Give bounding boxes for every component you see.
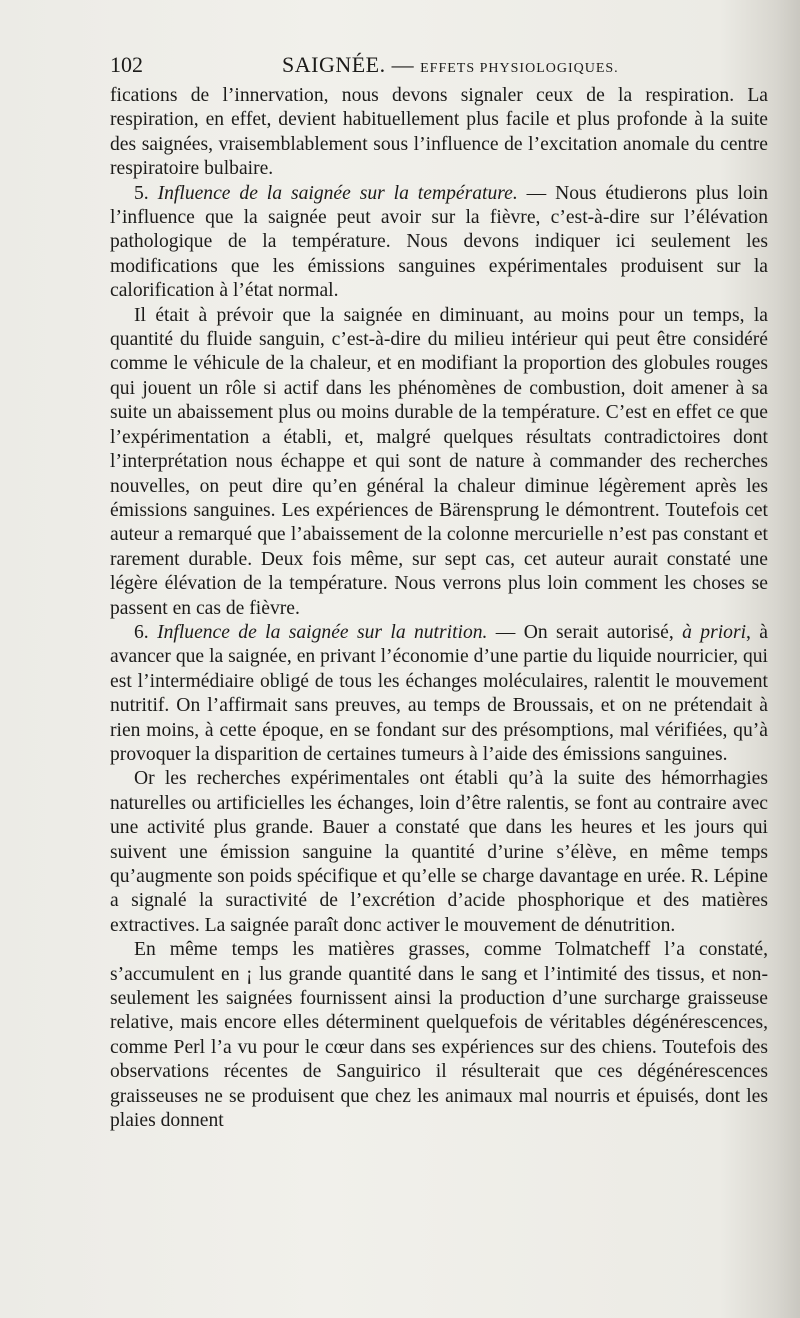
section-text-rest: , à avancer que la saignée, en privant l’économie d’une partie du liquide nourricier, qui est l’intermédiaire obligé de tous les échanges moléculaires, ralentit le mouvement nutritif. On l’affirmait sans preuves, au temps de Broussais, et on ne prétendait à rien moins, à cette époque, en se fondant sur des présomptions, mal vérifiées, qu’à provoquer la disparition de certaines tumeurs à l’aide des émissions sanguines. <box>110 621 768 765</box>
section-6-paragraph <box>110 621 768 767</box>
running-head-dash: — <box>385 52 421 77</box>
paragraph-continuation: fications de l’innervation, nous devons signaler ceux de la respiration. La respiration, en effet, devient habituellement plus facile et plus profonde à la suite des saignées, vraisemblablement sous l’influence de l’excitation anomale du centre respiratoire bulbaire. <box>110 85 768 180</box>
italic-phrase: à priori <box>682 621 747 643</box>
paragraph: Or les recherches expérimentales ont établi qu’à la suite des hémorrhagies naturelles ou artificielles les échanges, loin d’être ralentis, se font au contraire avec une activité plus grande. Bauer a constaté que dans les heures et les jours qui suivent une émission sanguine la quantité d’urine s’élève, en même temps qu’augmente son poids spécifique et qu’elle se charge davantage en urée. R. Lépine a signalé la suractivité de l’excrétion d’acide phosphorique et des matières extractives. La saignée paraît donc activer le mouvement de dénutrition. <box>110 768 768 936</box>
page-header <box>110 52 770 78</box>
section-5-paragraph <box>110 182 768 304</box>
section-number: 6. <box>134 621 149 643</box>
section-heading: Influence de la saignée sur la nutrition. <box>157 621 488 643</box>
section-number: 5. <box>134 182 149 204</box>
running-head <box>282 52 619 78</box>
paragraph: En même temps les matières grasses, comme Tolmatcheff l’a constaté, s’accumulent en ¡ lus grande quantité dans le sang et l’intimité des tissus, et non-seulement les saignées fournissent ainsi la production d’une surcharge graisseuse relative, mais encore elles déterminent quelquefois de véritables dégénérescences, comme Perl l’a vu pour le cœur dans ses expériences sur des chiens. Toutefois des observations récentes de Sanguirico il résulterait que ces dégénérescences graisseuses ne se produisent que chez les animaux mal nourris et épuisés, dont les plaies donnent <box>110 939 768 1132</box>
section-heading: Influence de la saignée sur la température. <box>157 182 518 204</box>
running-head-subtitle: EFFETS PHYSIOLOGIQUES. <box>420 61 619 76</box>
body-text <box>110 84 768 1133</box>
running-head-title: SAIGNÉE. <box>282 52 386 77</box>
section-text: — On serait autorisé, <box>487 621 683 643</box>
paragraph: Il était à prévoir que la saignée en diminuant, au moins pour un temps, la quantité du fluide sanguin, c’est-à-dire du milieu intérieur qui peut être considéré comme le véhicule de la chaleur, et en modifiant la proportion des globules rouges qui jouent un rôle si actif dans les phénomènes de combustion, doit amener à sa suite un abaissement plus ou moins durable de la température. C’est en effet ce que l’expérimentation a établi, et, malgré quelques résultats contradictoires dont l’interprétation nous échappe et qui sont de nature à commander des recherches nouvelles, on peut dire qu’en général la chaleur diminue légèrement après les émissions sanguines. Les expériences de Bärensprung le démontrent. Toutefois cet auteur a remarqué que l’abaissement de la colonne mercurielle n’est pas constant et rarement durable. Deux fois même, sur sept cas, cet auteur aurait constaté une légère élévation de la température. Nous verrons plus loin comment les choses se passent en cas de fièvre. <box>110 304 768 619</box>
page-number: 102 <box>110 52 143 77</box>
section-text: — Nous étudierons plus loin l’influence que la saignée peut avoir sur la fièvre, c’est-à-dire sur l’élévation pathologique de la température. Nous devons indiquer ici seulement les modifications que les émissions sanguines expérimentales produisent sur la calorification à l’état normal. <box>110 182 768 302</box>
